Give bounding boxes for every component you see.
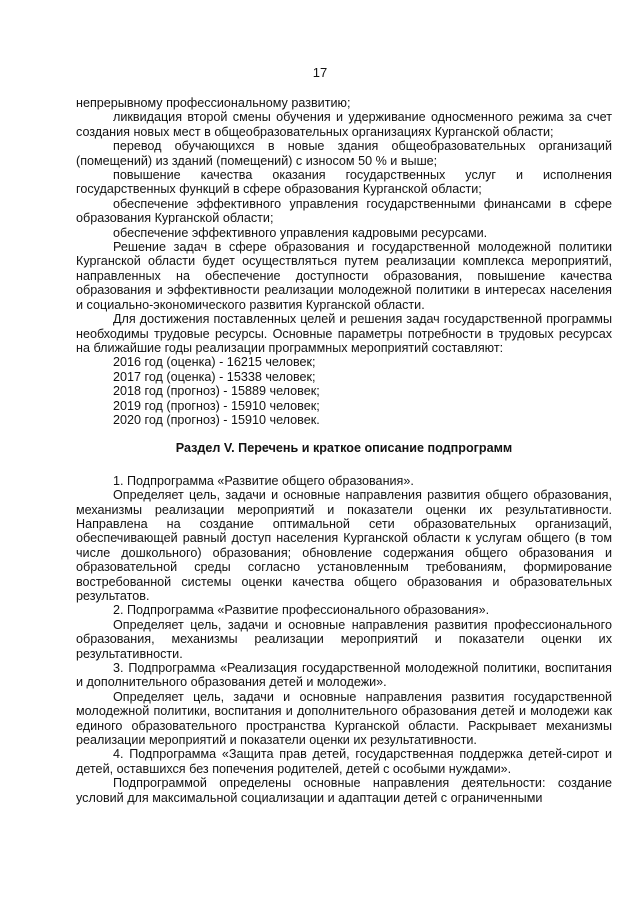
paragraph: перевод обучающихся в новые здания общеобразовательных организаций (помещений) из зданий (помещений) с износом 50 % и выше;	[76, 139, 612, 168]
paragraph: Подпрограммой определены основные направления деятельности: создание условий для максимальной социализации и адаптации детей с ограниченными	[76, 776, 612, 805]
paragraph: Для достижения поставленных целей и решения задач государственной программы необходимы трудовые ресурсы. Основные параметры потребности в трудовых ресурсах на ближайшие годы реализации программных мероприятий составляют:	[76, 312, 612, 355]
page-number: 17	[312, 65, 328, 80]
paragraph: Определяет цель, задачи и основные направления развития общего образования, механизмы реализации мероприятий и показатели оценки их результативности. Направлена на создание оптимальной сети образовательных организаций, обеспечивающей равный доступ населения Курганской области к услугам общего (в том числе дошкольного) образования; обновление содержания общего образования и образовательной среды согласно установленным требованиям, формирование востребованной системы оценки качества общего образования и образовательных результатов.	[76, 488, 612, 603]
document-body	[76, 96, 612, 805]
paragraph: обеспечение эффективного управления государственными финансами в сфере образования Курганской области;	[76, 196, 612, 226]
paragraph: повышение качества оказания государственных услуг и исполнения государственных функций в сфере образования Курганской области;	[76, 168, 612, 197]
paragraph: Определяет цель, задачи и основные направления развития профессионального образования, механизмы реализации мероприятий и показатели оценки их результативности.	[76, 617, 612, 661]
list-item: 2018 год (прогноз) - 15889 человек;	[113, 384, 320, 399]
list-item: 2017 год (оценка) - 15338 человек;	[113, 369, 316, 384]
workforce-years-list	[76, 355, 612, 427]
section-heading: Раздел V. Перечень и краткое описание подпрограмм	[175, 441, 513, 456]
list-item: 2016 год (оценка) - 16215 человек;	[113, 355, 316, 370]
list-item: 2020 год (прогноз) - 15910 человек.	[113, 412, 320, 427]
paragraph: ликвидация второй смены обучения и удерживание односменного режима за счет создания новых мест в общеобразовательных организациях Курганской области;	[76, 110, 612, 139]
paragraph: обеспечение эффективного управления кадровыми ресурсами.	[113, 225, 488, 240]
paragraph: 3. Подпрограмма «Реализация государственной молодежной политики, воспитания и дополнительного образования детей и молодежи».	[76, 661, 612, 690]
paragraph: Решение задач в сфере образования и государственной молодежной политики Курганской области будет осуществляться путем реализации комплекса мероприятий, направленных на обеспечение доступности образования, повышение качества образования и эффективности реализации молодежной политики в интересах населения и социально-экономического развития Курганской области.	[76, 240, 612, 312]
paragraph: Определяет цель, задачи и основные направления развития государственной молодежной политики, воспитания и дополнительного образования детей и молодежи как единого образовательного пространства Курганской области. Раскрывает механизмы реализации мероприятий и показатели оценки их результативности.	[76, 689, 612, 748]
paragraph: 2. Подпрограмма «Развитие профессионального образования».	[113, 603, 490, 618]
paragraph: 4. Подпрограмма «Защита прав детей, государственная поддержка детей-сирот и детей, оставшихся без попечения родителей, детей с особыми нуждами».	[76, 747, 612, 776]
paragraph: 1. Подпрограмма «Развитие общего образования».	[113, 473, 414, 488]
paragraph: непрерывному профессиональному развитию;	[76, 96, 351, 110]
list-item: 2019 год (прогноз) - 15910 человек;	[113, 398, 320, 413]
